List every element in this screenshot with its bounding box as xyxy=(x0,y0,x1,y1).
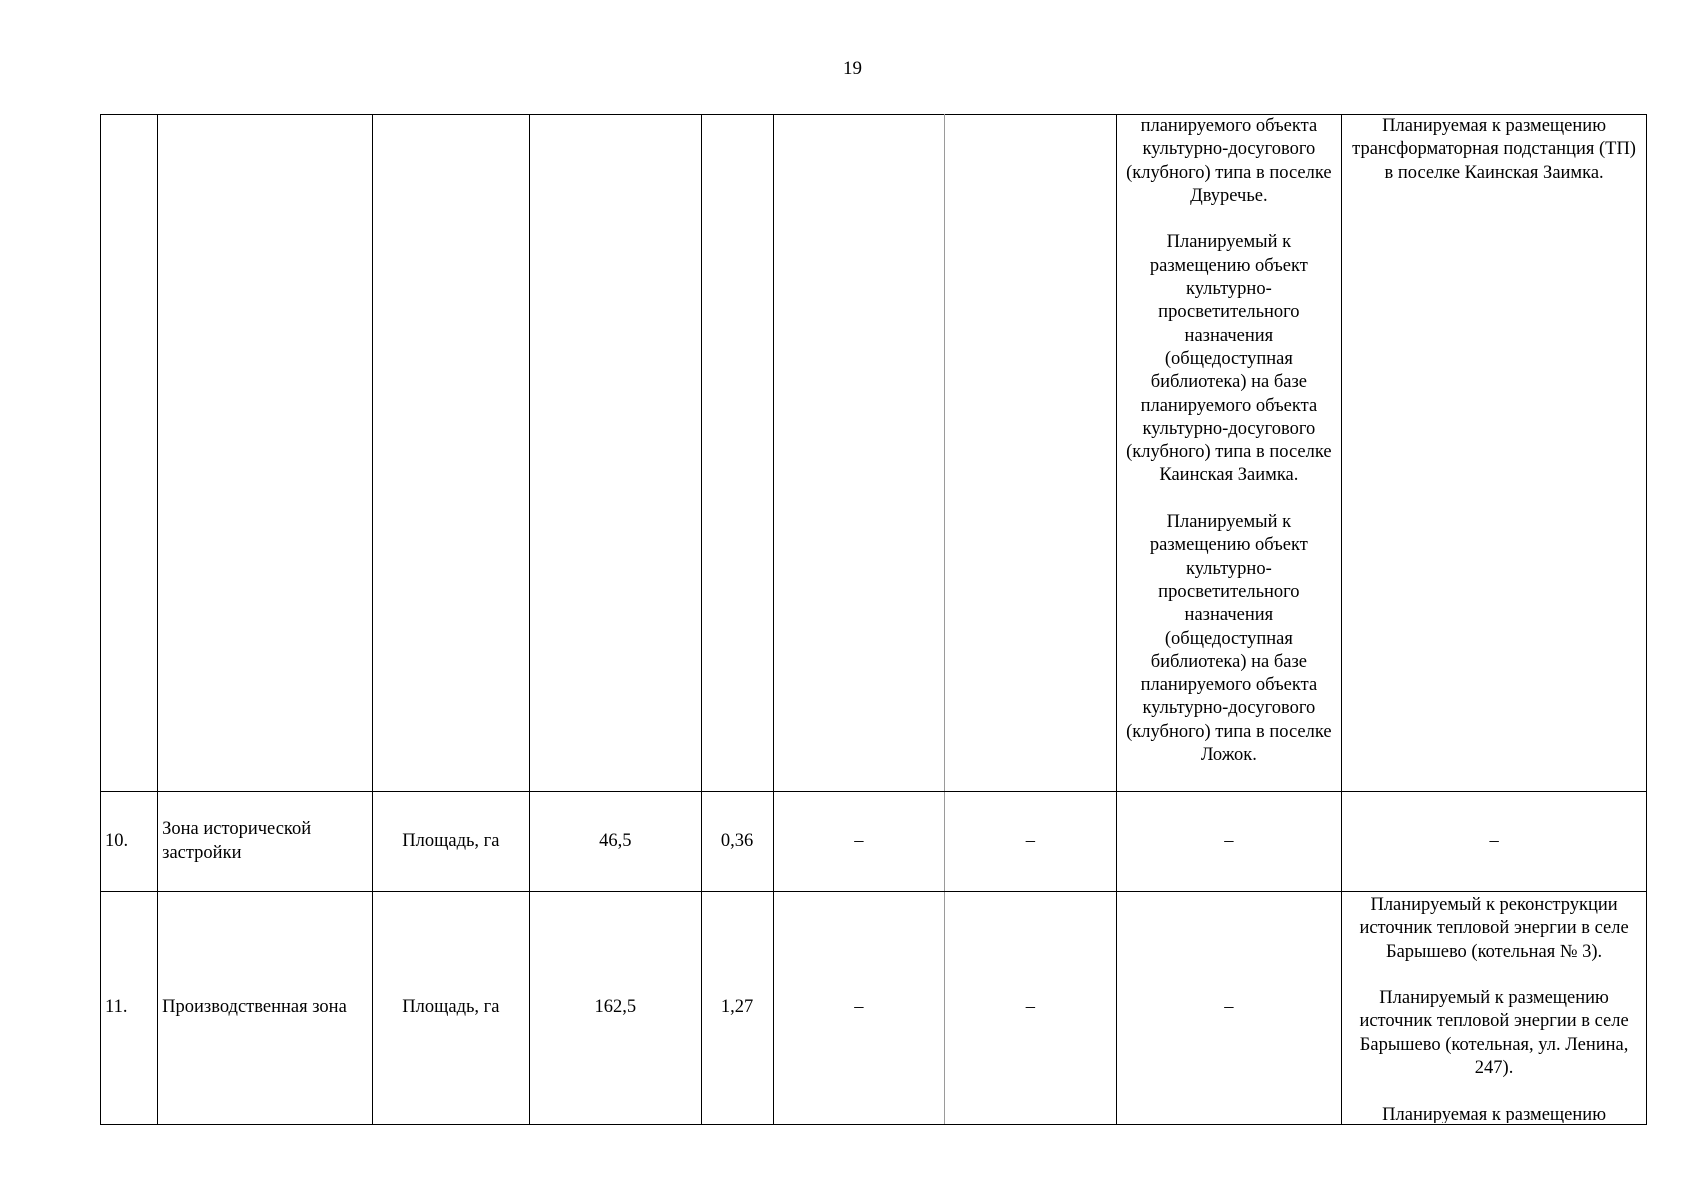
cell-col8-objects xyxy=(1116,115,1342,792)
object-text: Планируемый к размещению объект культурно-просветительного назначения (общедоступная библиотека) на базе планируемого объекта культурно-досугового (клубного) типа в поселке Каинская Заимка. xyxy=(1126,232,1332,486)
table-row-11 xyxy=(101,892,1647,1125)
cell-col7: – xyxy=(945,892,1116,1125)
object-text: Планируемая к размещению трансформаторная подстанция (ТП) в поселке Каинская Заимка. xyxy=(1352,116,1636,183)
table-row-10 xyxy=(101,792,1647,892)
table-row-continuation xyxy=(101,115,1647,792)
cell-num: 11. xyxy=(101,892,158,1125)
cell-zone: Производственная зона xyxy=(158,892,373,1125)
cell-value xyxy=(530,115,701,792)
cell-col8: – xyxy=(1116,892,1342,1125)
cell-percent: 1,27 xyxy=(701,892,773,1125)
page-number: 19 xyxy=(843,58,862,79)
cell-col9-objects xyxy=(1342,115,1647,792)
cell-col9-objects xyxy=(1342,892,1647,1125)
cell-percent: 0,36 xyxy=(701,792,773,892)
cell-value: 162,5 xyxy=(530,892,701,1125)
object-text: Планируемый к реконструкции источник тепловой энергии в селе Барышево (котельная № 3). xyxy=(1359,895,1629,962)
cell-percent xyxy=(701,115,773,792)
cell-num xyxy=(101,115,158,792)
cell-col7: – xyxy=(945,792,1116,892)
cell-col8: – xyxy=(1116,792,1342,892)
object-text: – xyxy=(1489,830,1499,851)
object-text: Планируемая к размещению xyxy=(1382,1104,1607,1123)
cell-num: 10. xyxy=(101,792,158,892)
cell-zone: Зона исторической застройки xyxy=(158,792,373,892)
zones-table xyxy=(100,114,1647,1125)
cell-col6: – xyxy=(773,892,944,1125)
cell-col9 xyxy=(1342,792,1647,892)
cell-col6 xyxy=(773,115,944,792)
cell-param xyxy=(372,115,529,792)
cell-col7 xyxy=(945,115,1116,792)
object-text: Планируемый к размещению объект культурно-просветительного назначения (общедоступная библиотека) на базе планируемого объекта культурно-досугового (клубного) типа в поселке Ложок. xyxy=(1126,512,1332,766)
cell-value: 46,5 xyxy=(530,792,701,892)
cell-param: Площадь, га xyxy=(372,792,529,892)
cell-param: Площадь, га xyxy=(372,892,529,1125)
object-text: планируемого объекта культурно-досугового (клубного) типа в поселке Двуречье. xyxy=(1126,116,1332,206)
cell-col6: – xyxy=(773,792,944,892)
object-text: Планируемый к размещению источник тепловой энергии в селе Барышево (котельная, ул. Ленина, 247). xyxy=(1359,988,1629,1079)
cell-zone xyxy=(158,115,373,792)
